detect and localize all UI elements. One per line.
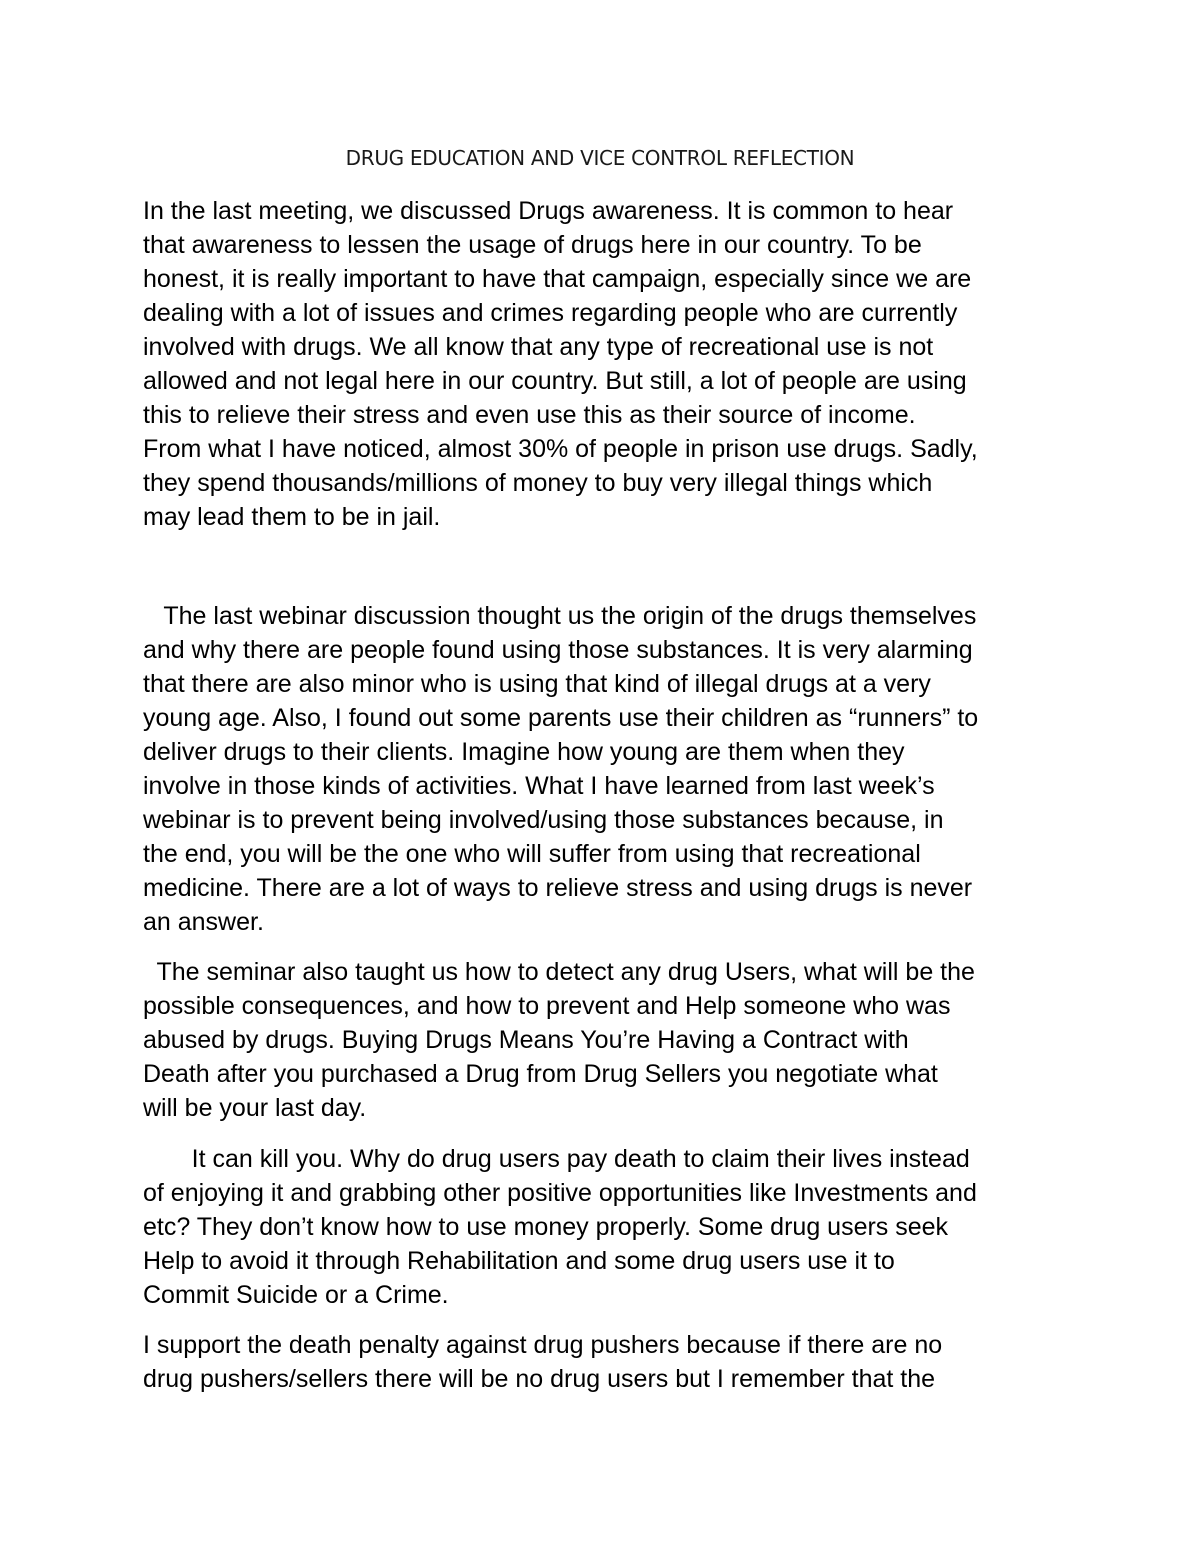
text-line: Commit Suicide or a Crime.	[143, 1281, 449, 1309]
text-line: Help to avoid it through Rehabilitation and some drug users use it to	[143, 1247, 895, 1275]
paragraph-webinar	[143, 599, 978, 939]
text-line: and why there are people found using those substances. It is very alarming	[143, 636, 973, 664]
text-line: will be your last day.	[143, 1094, 367, 1122]
text-line: etc? They don’t know how to use money properly. Some drug users seek	[143, 1213, 949, 1241]
text-line: The last webinar discussion thought us the origin of the drugs themselves	[143, 602, 977, 630]
text-line: this to relieve their stress and even use this as their source of income.	[143, 401, 916, 429]
paragraph-seminar	[143, 955, 975, 1125]
paragraph-kill	[143, 1142, 977, 1312]
text-line: dealing with a lot of issues and crimes regarding people who are currently	[143, 299, 958, 327]
paragraph-awareness	[143, 194, 978, 534]
text-line: honest, it is really important to have that campaign, especially since we are	[143, 265, 972, 293]
text-line: the end, you will be the one who will suffer from using that recreational	[143, 840, 921, 868]
text-line: young age. Also, I found out some parents use their children as “runners” to	[143, 704, 979, 732]
text-line: that awareness to lessen the usage of drugs here in our country. To be	[143, 231, 922, 259]
text-line: involved with drugs. We all know that any type of recreational use is not	[143, 333, 934, 361]
text-line: In the last meeting, we discussed Drugs awareness. It is common to hear	[143, 197, 954, 225]
text-line: they spend thousands/millions of money to buy very illegal things which	[143, 469, 933, 497]
text-line: may lead them to be in jail.	[143, 503, 441, 531]
text-line: involve in those kinds of activities. What I have learned from last week’s	[143, 772, 935, 800]
text-line: Death after you purchased a Drug from Drug Sellers you negotiate what	[143, 1060, 938, 1088]
text-line: an answer.	[143, 908, 264, 936]
text-line: possible consequences, and how to prevent and Help someone who was	[143, 992, 951, 1020]
text-line: medicine. There are a lot of ways to relieve stress and using drugs is never	[143, 874, 973, 902]
text-line: webinar is to prevent being involved/using those substances because, in	[143, 806, 944, 834]
text-line: of enjoying it and grabbing other positive opportunities like Investments and	[143, 1179, 977, 1207]
document-title: DRUG EDUCATION AND VICE CONTROL REFLECTION	[345, 146, 855, 170]
text-line: abused by drugs. Buying Drugs Means You’re Having a Contract with	[143, 1026, 909, 1054]
text-line: drug pushers/sellers there will be no drug users but I remember that the	[143, 1365, 936, 1393]
text-line: deliver drugs to their clients. Imagine how young are them when they	[143, 738, 905, 766]
text-line: I support the death penalty against drug pushers because if there are no	[143, 1331, 943, 1359]
paragraph-death-penalty	[143, 1328, 942, 1396]
text-line: allowed and not legal here in our country. But still, a lot of people are using	[143, 367, 967, 395]
text-line: From what I have noticed, almost 30% of people in prison use drugs. Sadly,	[143, 435, 978, 463]
text-line: that there are also minor who is using that kind of illegal drugs at a very	[143, 670, 931, 698]
text-line: The seminar also taught us how to detect any drug Users, what will be the	[143, 958, 975, 986]
text-line: It can kill you. Why do drug users pay death to claim their lives instead	[143, 1145, 970, 1173]
